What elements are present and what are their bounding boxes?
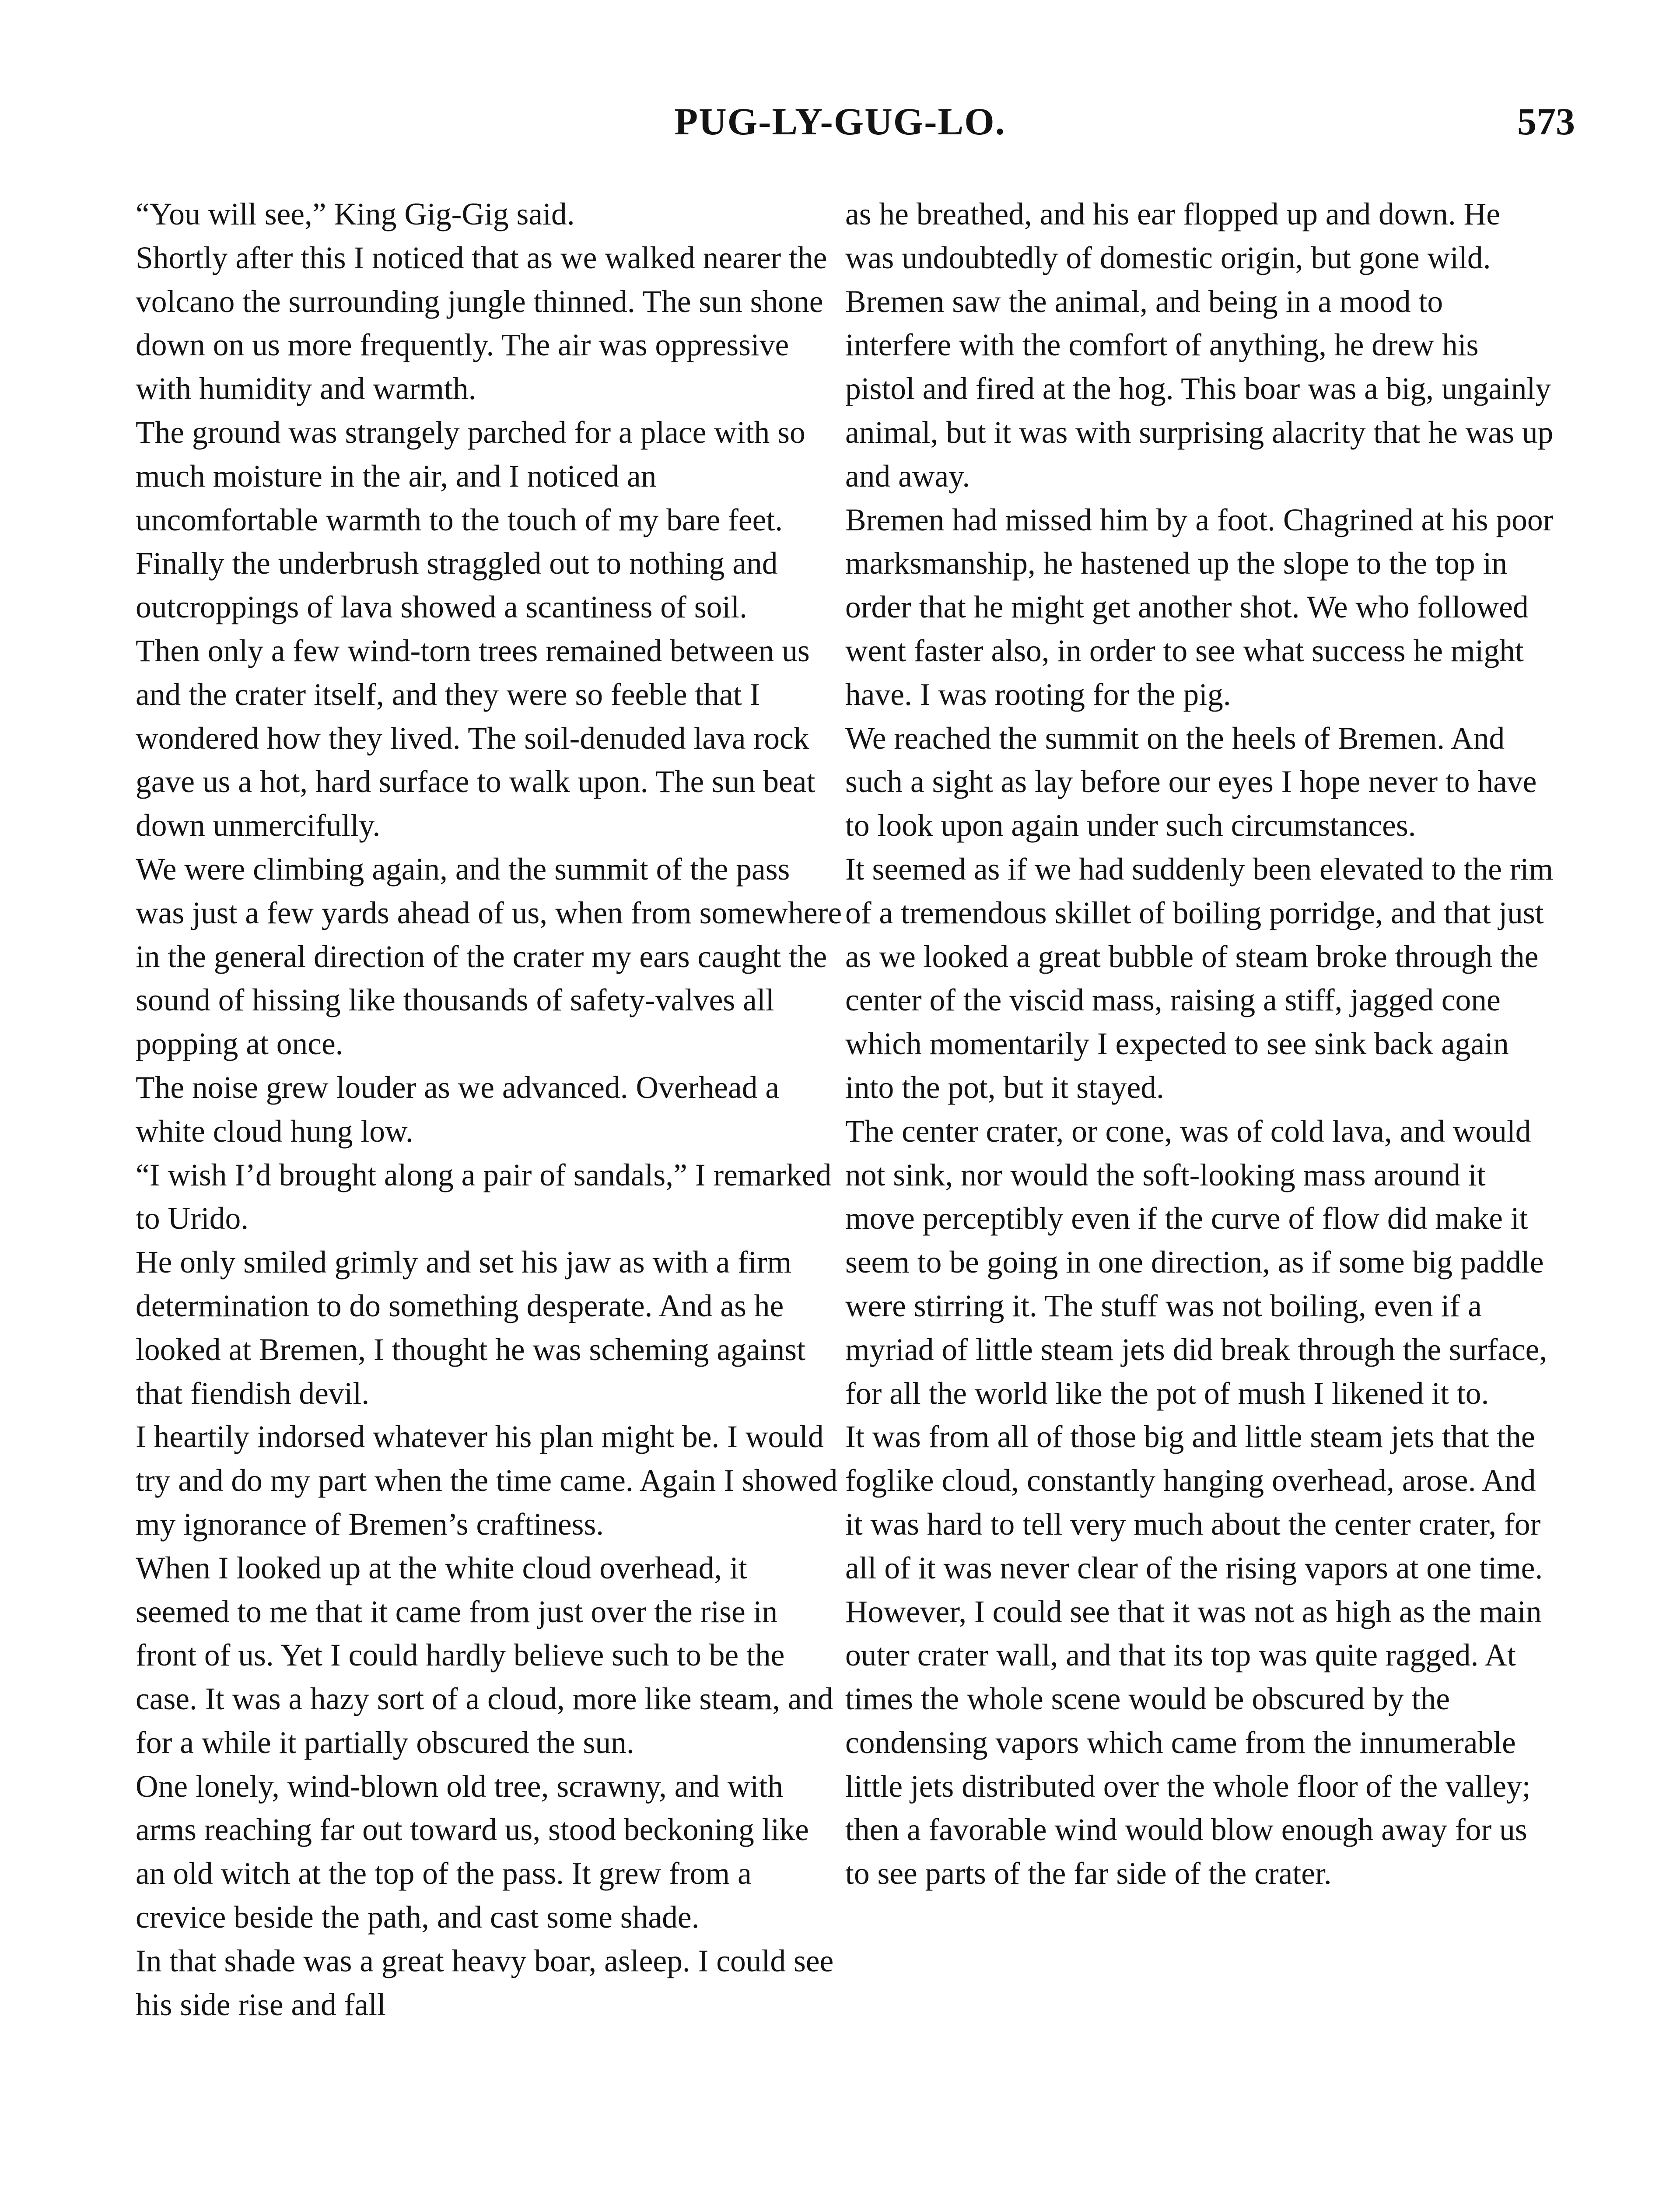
paragraph: Bremen saw the animal, and being in a mood to interfere with the comfort of anything, he drew his pistol and fired at the hog. This boar was a big, ungainly animal, but it was with surprising alacrity that he was up and away. bbox=[845, 284, 1554, 494]
paragraph: In that shade was a great heavy boar, asleep. I could see his side rise and fall bbox=[136, 1943, 834, 2022]
paragraph: We reached the summit on the heels of Bremen. And such a sight as lay before our eyes I hope never to have to look upon again under such circumstances. bbox=[845, 721, 1537, 843]
paragraph: We were climbing again, and the summit of the pass was just a few yards ahead of us, when from somewhere in the general direction of the crater my ears caught the sound of hissing like thousands of safety-valves all popping at once. bbox=[136, 852, 842, 1062]
paragraph: “You will see,” King Gig-Gig said. bbox=[136, 197, 575, 231]
paragraph: The ground was strangely parched for a place with so much moisture in the air, and I noticed an uncomfortable warmth to the touch of my bare feet. Finally the underbrush straggled out to nothing and outcroppings of lava showed a scantiness of soil. bbox=[136, 415, 805, 625]
running-head-title: PUG-LY-GUG-LO. bbox=[674, 101, 1006, 143]
paragraph: Bremen had missed him by a foot. Chagrined at his poor marksmanship, he hastened up the slope to the top in order that he might get another shot. We who followed went faster also, in order to see what success he might have. I was rooting for the pig. bbox=[845, 502, 1554, 712]
right-text-column bbox=[845, 193, 1554, 2188]
paragraph: as he breathed, and his ear flopped up and down. He was undoubtedly of domestic origin, but gone wild. bbox=[845, 197, 1501, 275]
paragraph: “I wish I’d brought along a pair of sandals,” I remarked to Urido. bbox=[136, 1157, 832, 1236]
paragraph: The noise grew louder as we advanced. Overhead a white cloud hung low. bbox=[136, 1070, 780, 1149]
left-text-column bbox=[136, 193, 844, 2188]
paragraph: I heartily indorsed whatever his plan might be. I would try and do my part when the time came. Again I showed my ignorance of Bremen’s craftiness. bbox=[136, 1420, 838, 1542]
paragraph: The center crater, or cone, was of cold lava, and would not sink, nor would the soft-looking mass around it move perceptibly even if the curve of flow did make it seem to be going in one direction, as if some big paddle were stirring it. The stuff was not boiling, even if a myriad of little steam jets did break through the surface, for all the world like the pot of mush I likened it to. bbox=[845, 1114, 1547, 1411]
paragraph: However, I could see that it was not as high as the main outer crater wall, and that its top was quite ragged. At times the whole scene would be obscured by the condensing vapors which came from the innumerable little jets distributed over the whole floor of the valley; then a favorable wind would blow enough away for us to see parts of the far side of the crater. bbox=[845, 1594, 1542, 1891]
paragraph: One lonely, wind-blown old tree, scrawny, and with arms reaching far out toward us, stood beckoning like an old witch at the top of the pass. It grew from a crevice beside the path, and cast some shade. bbox=[136, 1769, 809, 1935]
paragraph: He only smiled grimly and set his jaw as with a firm determination to do something desperate. And as he looked at Bremen, I thought he was scheming against that fiendish devil. bbox=[136, 1245, 805, 1411]
paragraph: Then only a few wind-torn trees remained between us and the crater itself, and they were so feeble that I wondered how they lived. The soil-denuded lava rock gave us a hot, hard surface to walk upon. The sun beat down unmercifully. bbox=[136, 633, 816, 843]
paragraph: Shortly after this I noticed that as we walked nearer the volcano the surrounding jungle thinned. The sun shone down on us more frequently. The air was oppressive with humidity and warmth. bbox=[136, 240, 827, 407]
page-number: 573 bbox=[1517, 101, 1575, 143]
paragraph: It seemed as if we had suddenly been elevated to the rim of a tremendous skillet of boiling porridge, and that just as we looked a great bubble of steam broke through the center of the viscid mass, raising a stiff, jagged cone which momentarily I expected to see sink back again into the pot, but it stayed. bbox=[845, 852, 1554, 1105]
paragraph: When I looked up at the white cloud overhead, it seemed to me that it came from just over the rise in front of us. Yet I could hardly believe such to be the case. It was a hazy sort of a cloud, more like steam, and for a while it partially obscured the sun. bbox=[136, 1550, 833, 1760]
paragraph: It was from all of those big and little steam jets that the foglike cloud, constantly hanging overhead, arose. And it was hard to tell very much about the center crater, for all of it was never clear of the rising vapors at one time. bbox=[845, 1420, 1543, 1585]
